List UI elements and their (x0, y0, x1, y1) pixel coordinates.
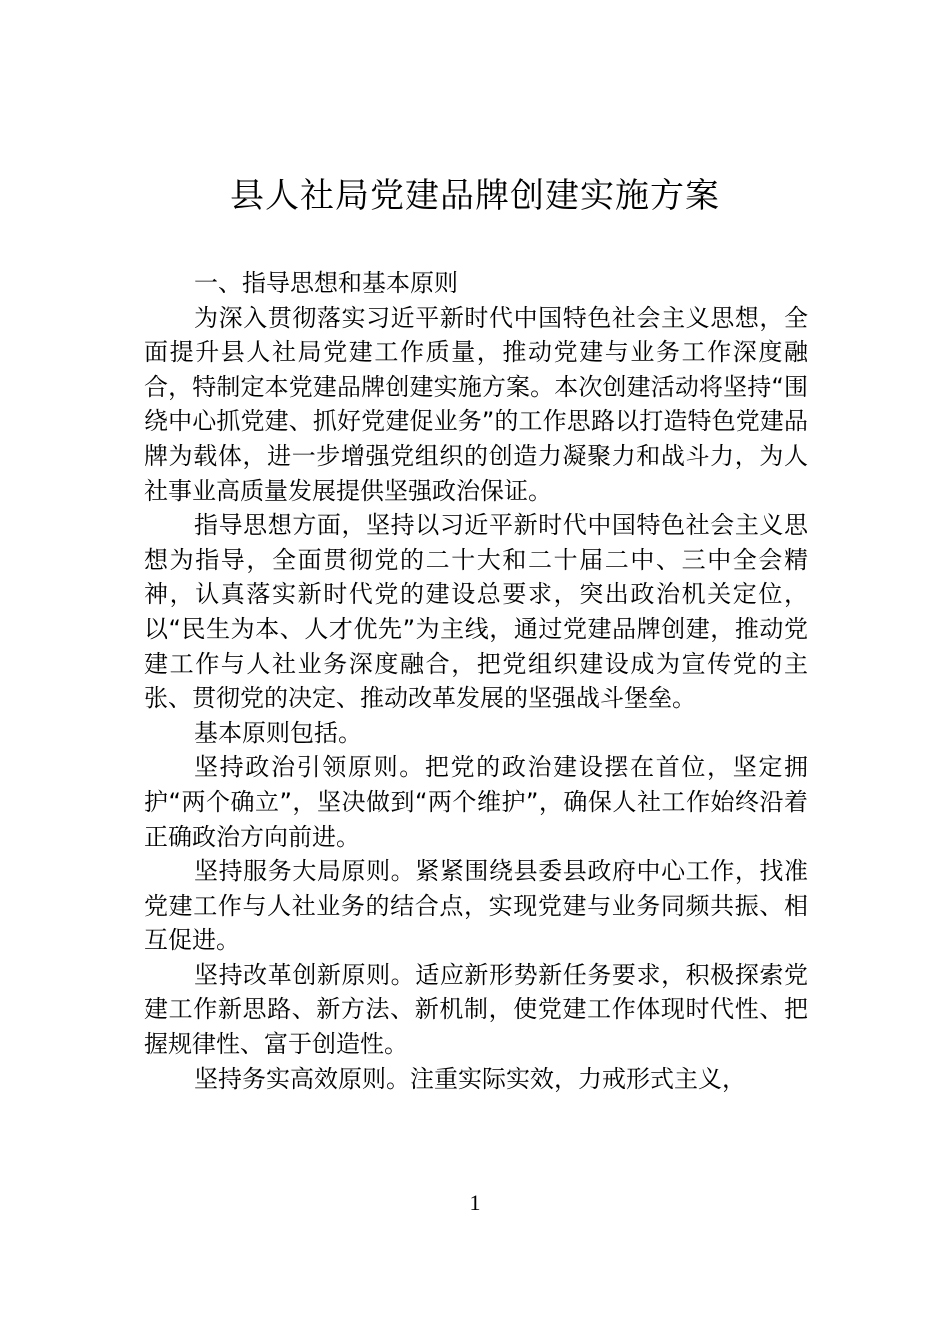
paragraph-guiding-thought: 指导思想方面，坚持以习近平新时代中国特色社会主义思想为指导，全面贯彻党的二十大和二十届二中、三中全会精神，认真落实新时代党的建设总要求，突出政治机关定位，以“民生为本、人才优先”为主线，通过党建品牌创建，推动党建工作与人社业务深度融合，把党组织建设成为宣传党的主张、贯彻党的决定、推动改革发展的坚强战斗堡垒。 (144, 511, 808, 713)
paragraph-principle-innovation: 坚持改革创新原则。适应新形势新任务要求，积极探索党建工作新思路、新方法、新机制，使党建工作体现时代性、把握规律性、富于创造性。 (144, 960, 808, 1059)
document-body (144, 266, 808, 1096)
document-title: 县人社局党建品牌创建实施方案 (230, 176, 720, 216)
paragraph-principles-lead: 基本原则包括。 (194, 718, 362, 747)
section-heading: 一、指导思想和基本原则 (194, 269, 458, 297)
paragraph-principle-political: 坚持政治引领原则。把党的政治建设摆在首位，坚定拥护“两个确立”，坚决做到“两个维护”，确保人社工作始终沿着正确政治方向前进。 (144, 753, 808, 851)
paragraph-intro: 为深入贯彻落实习近平新时代中国特色社会主义思想，全面提升县人社局党建工作质量，推动党建与业务工作深度融合，特制定本党建品牌创建实施方案。本次创建活动将坚持“围绕中心抓党建、抓好党建促业务”的工作思路以打造特色党建品牌为载体，进一步增强党组织的创造力凝聚力和战斗力，为人社事业高质量发展提供坚强政治保证。 (144, 303, 808, 505)
paragraph-principle-pragmatic: 坚持务实高效原则。注重实际实效，力戒形式主义， (194, 1064, 746, 1093)
page-number: 1 (469, 1190, 481, 1215)
paragraph-principle-service: 坚持服务大局原则。紧紧围绕县委县政府中心工作，找准党建工作与人社业务的结合点，实现党建与业务同频共振、相互促进。 (144, 857, 808, 955)
